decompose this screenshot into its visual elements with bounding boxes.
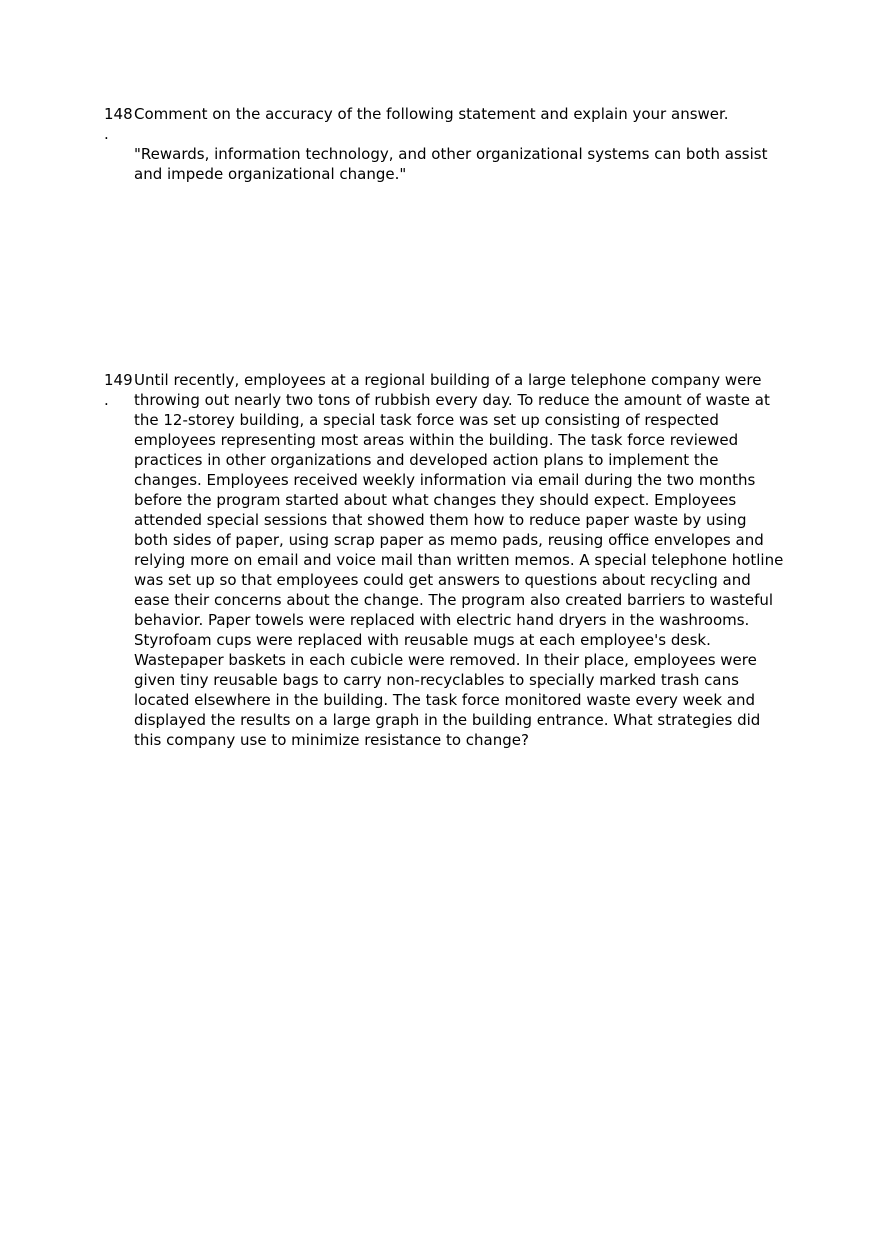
question-148 <box>104 104 784 184</box>
question-number-dot: . <box>104 391 109 409</box>
question-body <box>134 104 784 184</box>
question-number: 149 <box>104 371 133 389</box>
question-number-dot: . <box>104 125 109 143</box>
question-number: 148 <box>104 105 133 123</box>
question-body <box>134 370 784 750</box>
question-quote: "Rewards, information technology, and other organizational systems can both assist and impede organizational change." <box>134 145 768 183</box>
question-prompt: Comment on the accuracy of the following statement and explain your answer. <box>134 105 729 123</box>
question-149 <box>104 370 784 750</box>
question-text: Until recently, employees at a regional building of a large telephone company were throwing out nearly two tons of rubbish every day. To reduce the amount of waste at the 12-storey building, a special task force was set up consisting of respected employees representing most areas within the building. The task force reviewed practices in other organizations and developed action plans to implement the changes. Employees received weekly information via email during the two months before the program started about what changes they should expect. Employees attended special sessions that showed them how to reduce paper waste by using both sides of paper, using scrap paper as memo pads, reusing office envelopes and relying more on email and voice mail than written memos. A special telephone hotline was set up so that employees could get answers to questions about recycling and ease their concerns about the change. The program also created barriers to wasteful behavior. Paper towels were replaced with electric hand dryers in the washrooms. Styrofoam cups were replaced with reusable mugs at each employee's desk. Wastepaper baskets in each cubicle were removed. In their place, employees were given tiny reusable bags to carry non-recyclables to specially marked trash cans located elsewhere in the building. The task force monitored waste every week and displayed the results on a large graph in the building entrance. What strategies did this company use to minimize resistance to change? <box>134 371 784 749</box>
